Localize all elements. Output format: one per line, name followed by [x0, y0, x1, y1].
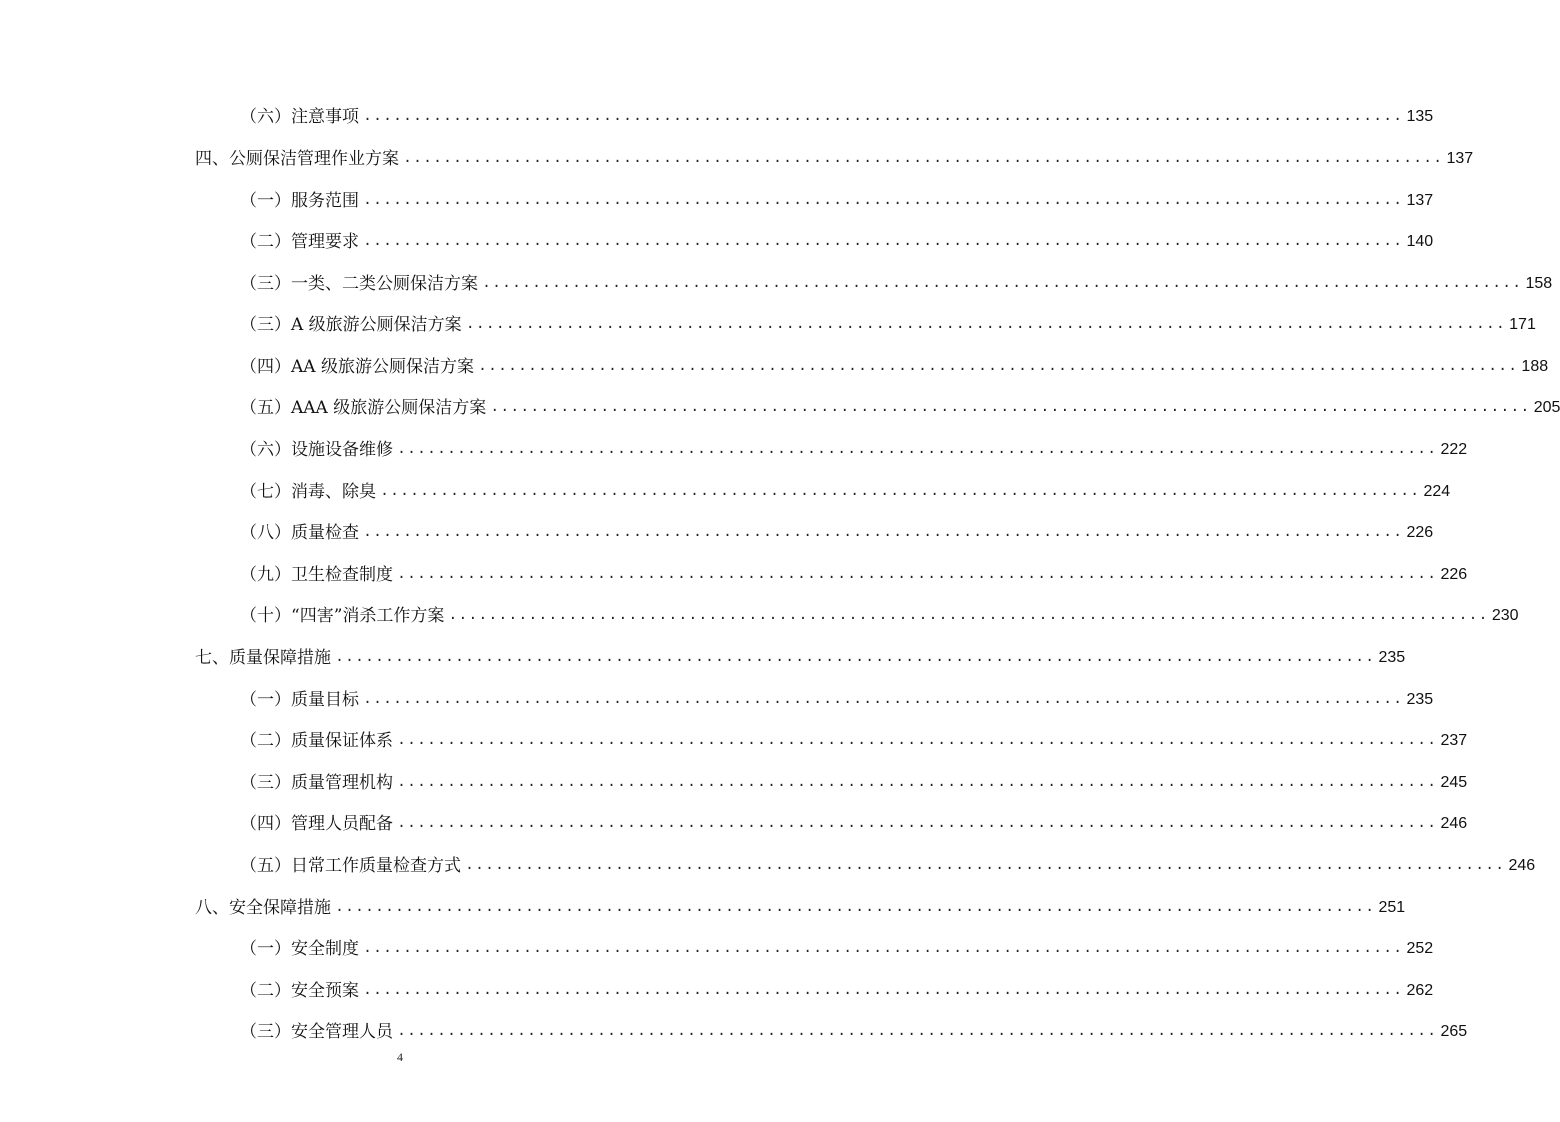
toc-entry[interactable]: [240, 310, 1536, 340]
toc-entry-title: （五）日常工作质量检查方式: [240, 856, 461, 876]
toc-entry[interactable]: [195, 144, 1474, 174]
dot-leader: ........................................................................................................: [397, 1023, 1438, 1040]
toc-entry-title: （四）AA 级旅游公厕保洁方案: [240, 357, 474, 377]
dot-leader: ........................................................................................................: [363, 192, 1404, 209]
toc-entry-title: 七、质量保障措施: [195, 648, 331, 668]
toc-entry-page: 188: [1521, 358, 1549, 375]
dot-leader: ........................................................................................................: [490, 399, 1531, 416]
dot-leader: ........................................................................................................: [363, 108, 1404, 125]
dot-leader: ........................................................................................................: [397, 566, 1438, 583]
toc-entry-page: 226: [1440, 566, 1468, 583]
dot-leader: ........................................................................................................: [465, 857, 1506, 874]
toc-entry[interactable]: [240, 352, 1549, 382]
toc-entry-title: （三）质量管理机构: [240, 773, 393, 793]
toc-entry-page: 171: [1509, 316, 1536, 333]
toc-entry-title: （三）一类、二类公厕保洁方案: [240, 274, 478, 294]
dot-leader: ........................................................................................................: [403, 150, 1444, 167]
toc-entry-title: （六）注意事项: [240, 107, 359, 127]
toc-entry[interactable]: [240, 227, 1434, 257]
toc-entry-page: 262: [1406, 982, 1434, 999]
toc-entry-title: （二）质量保证体系: [240, 731, 393, 751]
toc-entry-page: 226: [1406, 524, 1434, 541]
toc-entry-page: 135: [1406, 108, 1434, 125]
page-number: 4: [397, 1050, 403, 1064]
toc-entry-page: 158: [1525, 275, 1553, 292]
dot-leader: ........................................................................................................: [335, 899, 1376, 916]
toc-entry-title: （一）安全制度: [240, 939, 359, 959]
toc-entry[interactable]: [240, 726, 1468, 756]
toc-entry-title: （一）质量目标: [240, 690, 359, 710]
toc-entry-title: （八）质量检查: [240, 523, 359, 543]
dot-leader: ........................................................................................................: [397, 441, 1438, 458]
dot-leader: ........................................................................................................: [397, 774, 1438, 791]
toc-entry[interactable]: [240, 934, 1434, 964]
toc-entry[interactable]: [240, 685, 1434, 715]
toc-entry[interactable]: [195, 893, 1406, 923]
dot-leader: ........................................................................................................: [397, 732, 1438, 749]
toc-entry-page: 235: [1378, 649, 1406, 666]
toc-entry-title: （四）管理人员配备: [240, 814, 393, 834]
toc-entry-page: 245: [1440, 774, 1468, 791]
dot-leader: ........................................................................................................: [363, 691, 1404, 708]
toc-entry-title: （十）“四害”消杀工作方案: [240, 606, 445, 626]
toc-entry[interactable]: [240, 809, 1468, 839]
toc-entry[interactable]: [240, 851, 1536, 881]
toc-entry[interactable]: [240, 393, 1560, 423]
toc-entry-page: 140: [1406, 233, 1434, 250]
toc-entry-title: （二）安全预案: [240, 981, 359, 1001]
toc-entry[interactable]: [240, 1017, 1468, 1047]
toc-entry-title: （七）消毒、除臭: [240, 482, 376, 502]
dot-leader: ........................................................................................................: [363, 524, 1404, 541]
toc-entry-title: （五）AAA 级旅游公厕保洁方案: [240, 398, 487, 418]
toc-entry-page: 265: [1440, 1023, 1468, 1040]
toc-entry[interactable]: [240, 186, 1434, 216]
dot-leader: ........................................................................................................: [363, 233, 1404, 250]
toc-entry-page: 235: [1406, 691, 1434, 708]
toc-entry-page: 137: [1406, 192, 1434, 209]
toc-entry-page: 205: [1533, 399, 1560, 416]
toc-entry-page: 224: [1423, 483, 1451, 500]
toc-entry-title: （二）管理要求: [240, 232, 359, 252]
toc-entry[interactable]: [240, 518, 1434, 548]
toc-entry[interactable]: [240, 560, 1468, 590]
toc-entry-page: 230: [1491, 607, 1519, 624]
toc-entry-page: 252: [1406, 940, 1434, 957]
toc-entry[interactable]: [195, 643, 1406, 673]
toc-entry-page: 237: [1440, 732, 1468, 749]
toc-entry-title: （六）设施设备维修: [240, 440, 393, 460]
toc-entry-page: 137: [1446, 150, 1474, 167]
toc-entry[interactable]: [240, 601, 1519, 631]
dot-leader: ........................................................................................................: [335, 649, 1376, 666]
toc-entry[interactable]: [240, 768, 1468, 798]
toc-entry[interactable]: [240, 269, 1553, 299]
toc-entry[interactable]: [240, 976, 1434, 1006]
dot-leader: ........................................................................................................: [482, 275, 1523, 292]
toc-entry[interactable]: [240, 435, 1468, 465]
dot-leader: ........................................................................................................: [448, 607, 1489, 624]
dot-leader: ........................................................................................................: [363, 940, 1404, 957]
toc-entry-title: （九）卫生检查制度: [240, 565, 393, 585]
dot-leader: ........................................................................................................: [397, 815, 1438, 832]
dot-leader: ........................................................................................................: [477, 358, 1519, 375]
toc-entry[interactable]: [240, 477, 1451, 507]
toc-entry-page: 222: [1440, 441, 1468, 458]
toc-entry-page: 251: [1378, 899, 1406, 916]
toc-entry-page: 246: [1440, 815, 1468, 832]
toc-entry-title: （一）服务范围: [240, 191, 359, 211]
dot-leader: ........................................................................................................: [363, 982, 1404, 999]
toc-entry-title: （三）安全管理人员: [240, 1022, 393, 1042]
toc-entry-title: 四、公厕保洁管理作业方案: [195, 149, 399, 169]
toc-entry-page: 246: [1508, 857, 1536, 874]
toc-entry[interactable]: [240, 102, 1434, 132]
toc-entry-title: 八、安全保障措施: [195, 898, 331, 918]
toc-entry-title: （三）A 级旅游公厕保洁方案: [240, 315, 462, 335]
dot-leader: ........................................................................................................: [465, 316, 1506, 333]
dot-leader: ........................................................................................................: [380, 483, 1421, 500]
